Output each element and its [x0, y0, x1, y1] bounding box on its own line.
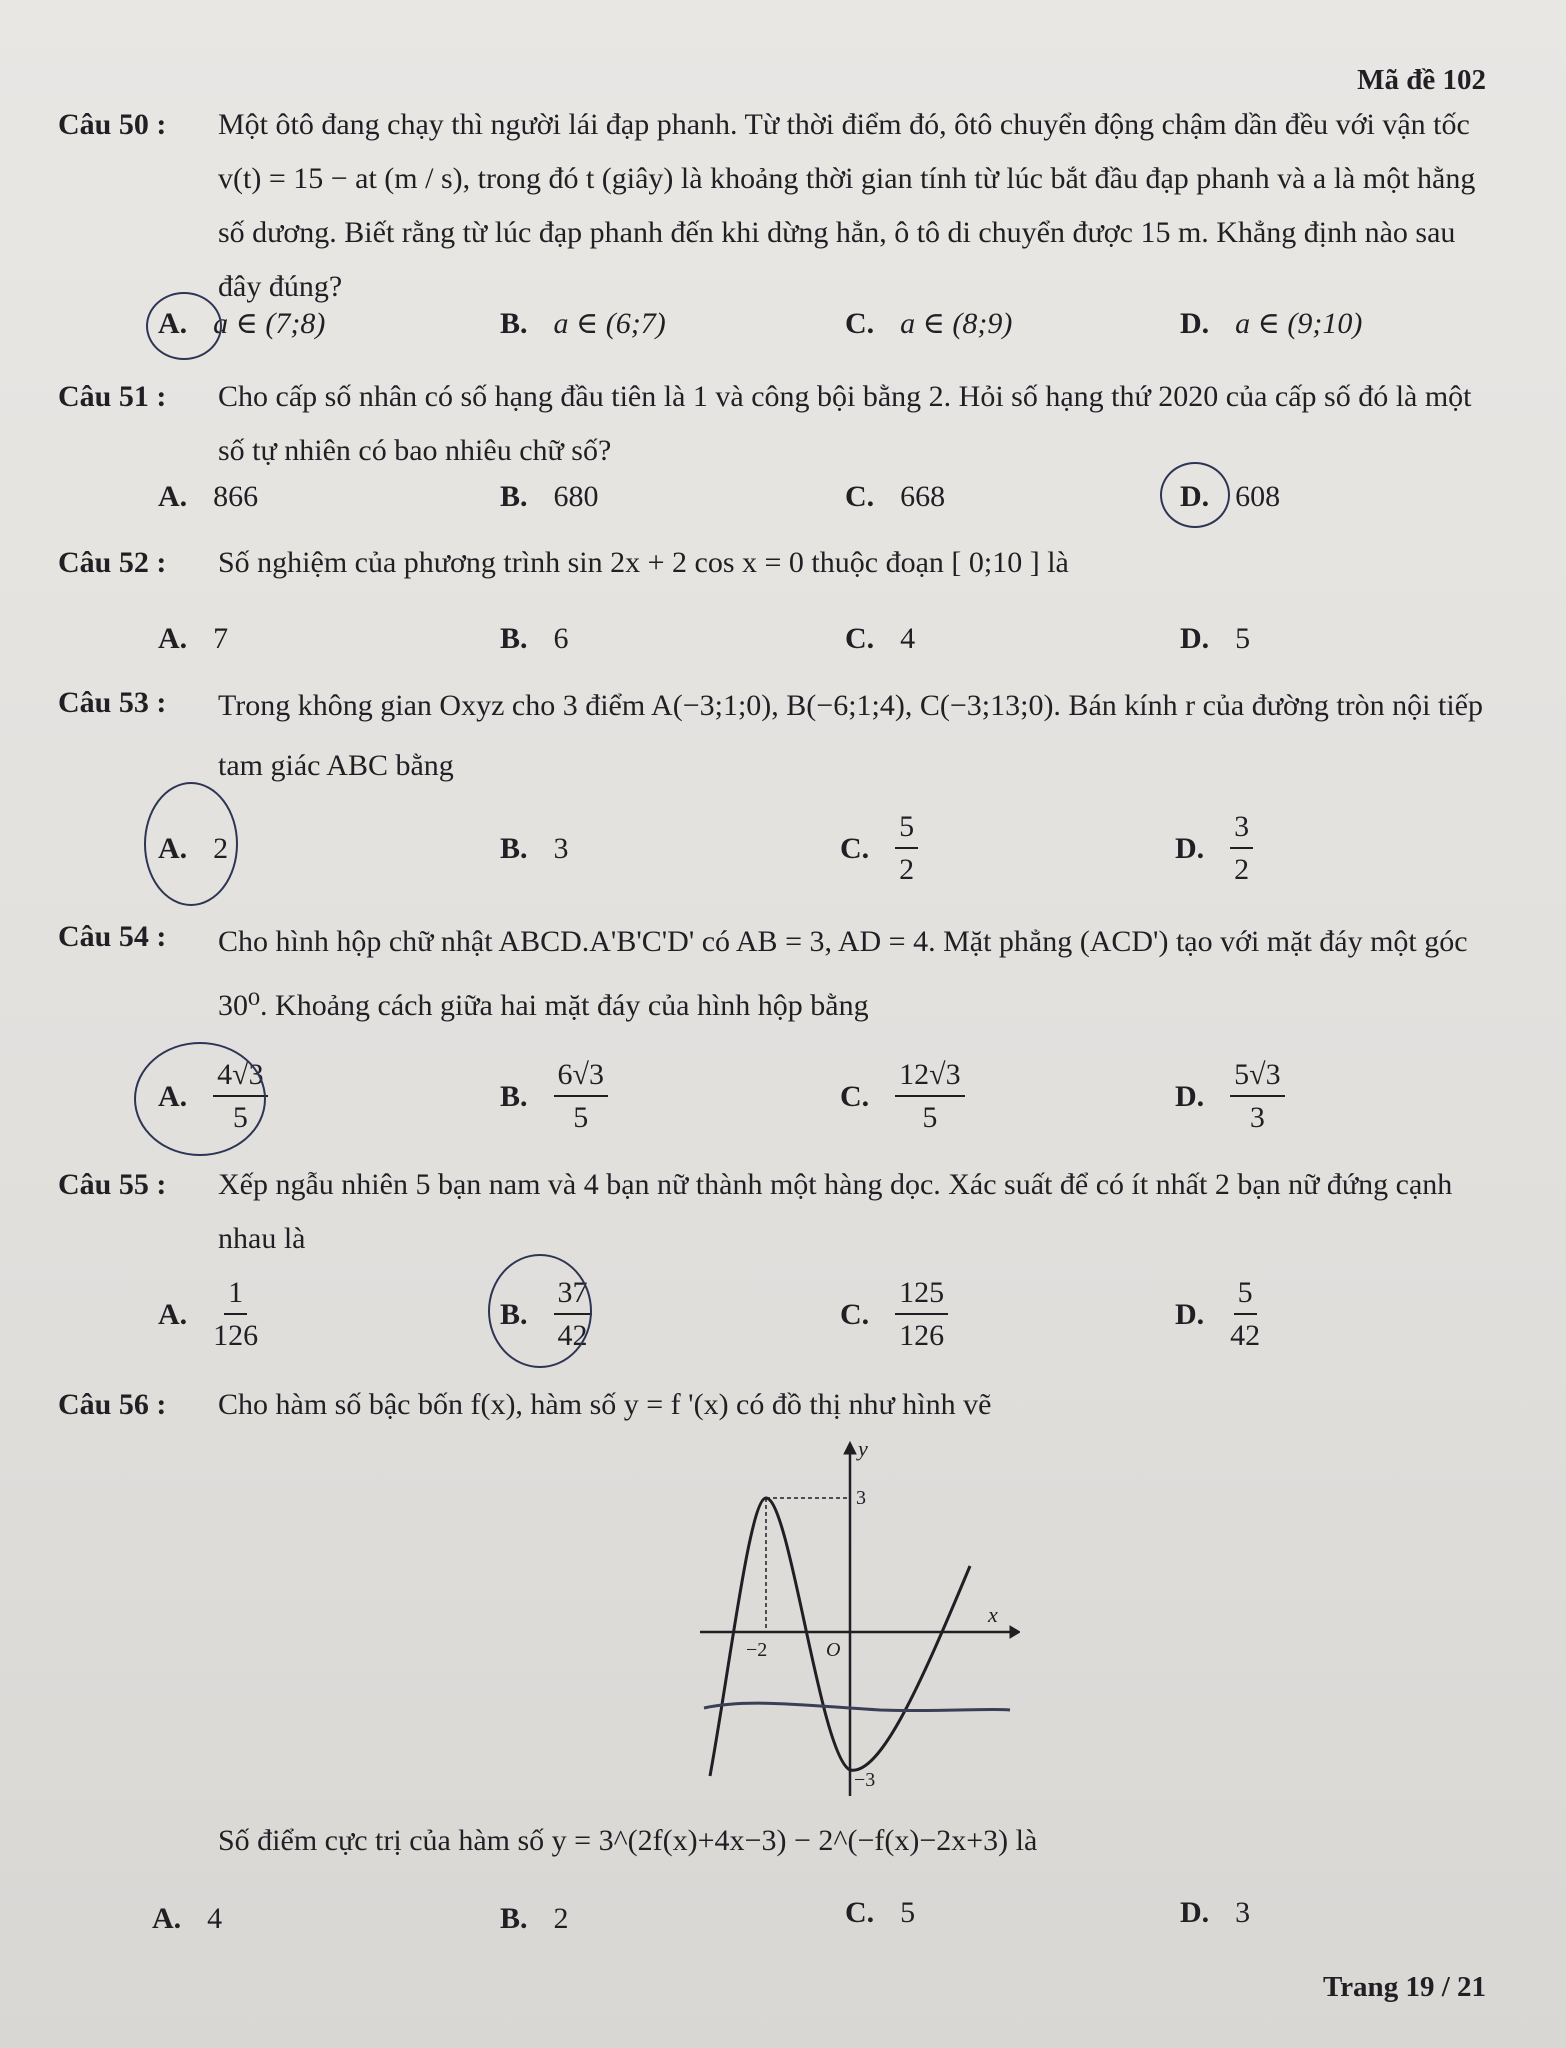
handwritten-circle-mark	[134, 1042, 266, 1156]
question-50	[58, 98, 1486, 314]
question-56	[58, 1378, 1486, 1432]
option-a[interactable]: A. 2	[158, 832, 229, 865]
question-56-text2: Số điểm cực trị của hàm số y = 3^(2f(x)+4x−3) − 2^(−f(x)−2x+3) là	[218, 1824, 1038, 1857]
option-c[interactable]: C. 4	[845, 622, 916, 655]
option-d[interactable]: D. 608	[1180, 480, 1281, 513]
question-51	[58, 370, 1486, 478]
question-label: Câu 54 :	[58, 920, 167, 953]
fraction: $\frac{5}{42}$	[1230, 1276, 1261, 1352]
fraction: $\frac{5}{2}$	[895, 810, 918, 887]
question-text: Cho hàm số bậc bốn f(x), hàm số y = f '(x) có đồ thị như hình vẽ	[218, 1388, 992, 1421]
option-d[interactable]: D. $\frac{5√3}{3}$	[1175, 1058, 1285, 1135]
question-label: Câu 53 :	[58, 686, 167, 719]
x-axis-label: x	[988, 1602, 998, 1627]
question-53	[58, 676, 1486, 796]
option-d[interactable]: D. 5	[1180, 622, 1251, 655]
tick-label-3: 3	[856, 1487, 866, 1509]
fraction: $\frac{6√3}{5}$	[554, 1058, 608, 1135]
option-a[interactable]: A. $\frac{4√3}{5}$	[158, 1058, 268, 1135]
option-c[interactable]: C. $\frac{5}{2}$	[840, 810, 918, 887]
option-b[interactable]: B. $\frac{6√3}{5}$	[500, 1058, 608, 1135]
exam-code: Mã đề 102	[1357, 64, 1486, 96]
tick-label-minus-3: −3	[854, 1769, 876, 1791]
option-a[interactable]: A. 866	[158, 480, 259, 513]
option-b[interactable]: B. 6	[500, 622, 569, 655]
question-54	[58, 910, 1486, 1038]
fraction: $\frac{125}{126}$	[895, 1276, 948, 1353]
question-text: Xếp ngẫu nhiên 5 bạn nam và 4 bạn nữ thành một hàng dọc. Xác suất để có ít nhất 2 bạn nữ đứng cạnh nhau là	[218, 1168, 1453, 1255]
y-axis-arrow	[844, 1442, 856, 1454]
question-text: Trong không gian Oxyz cho 3 điểm A(−3;1;0), B(−6;1;4), C(−3;13;0). Bán kính r của đường tròn nội tiếp tam giác ABC bằng	[218, 689, 1483, 782]
option-a[interactable]: A. 7	[158, 622, 229, 655]
question-text: Cho hình hộp chữ nhật ABCD.A'B'C'D' có AB = 3, AD = 4. Mặt phẳng (ACD') tạo với mặt đáy một góc 30⁰. Khoảng cách giữa hai mặt đáy của hình hộp bằng	[218, 925, 1468, 1022]
option-c[interactable]: C. a ∈ (8;9)	[845, 306, 1013, 340]
tick-label-minus-2: −2	[746, 1639, 768, 1661]
handwritten-line	[704, 1703, 1010, 1710]
question-text: Cho cấp số nhân có số hạng đầu tiên là 1 và công bội bằng 2. Hỏi số hạng thứ 2020 của cấp số đó là một số tự nhiên có bao nhiêu chữ số?	[218, 380, 1472, 467]
handwritten-circle-mark	[144, 782, 238, 906]
option-d[interactable]: D. $\frac{3}{2}$	[1175, 810, 1253, 887]
option-d[interactable]: D. a ∈ (9;10)	[1180, 306, 1363, 340]
question-label: Câu 52 :	[58, 546, 167, 579]
handwritten-circle-mark	[1160, 462, 1230, 528]
derivative-graph	[690, 1436, 1020, 1802]
fraction: $\frac{5√3}{3}$	[1230, 1058, 1284, 1135]
question-label: Câu 55 :	[58, 1168, 167, 1201]
fraction: $\frac{12√3}{5}$	[895, 1058, 964, 1135]
question-55	[58, 1158, 1486, 1266]
option-c[interactable]: C. $\frac{12√3}{5}$	[840, 1058, 965, 1135]
option-b[interactable]: B. 2	[500, 1902, 569, 1935]
origin-label: O	[826, 1639, 841, 1661]
fraction: $\frac{37}{42}$	[554, 1276, 592, 1353]
option-c[interactable]: C. 668	[845, 480, 946, 513]
option-c[interactable]: C. 5	[845, 1896, 916, 1929]
option-a[interactable]: A. $\frac{1}{126}$	[158, 1276, 259, 1352]
fraction: $\frac{1}{126}$	[213, 1276, 259, 1352]
question-52	[58, 536, 1486, 590]
option-b[interactable]: B. 3	[500, 832, 569, 865]
option-b[interactable]: B. a ∈ (6;7)	[500, 306, 666, 340]
option-d[interactable]: D. $\frac{5}{42}$	[1175, 1276, 1261, 1352]
page-number: Trang 19 / 21	[1323, 1971, 1486, 2003]
curve-f-prime	[710, 1498, 970, 1776]
option-a[interactable]: A. a ∈ (7;8)	[158, 306, 326, 340]
option-a[interactable]: A. 4	[152, 1902, 223, 1935]
handwritten-circle-mark	[146, 292, 222, 360]
option-c[interactable]: C. $\frac{125}{126}$	[840, 1276, 948, 1353]
fraction: $\frac{3}{2}$	[1230, 810, 1253, 887]
question-text: Số nghiệm của phương trình sin 2x + 2 cos x = 0 thuộc đoạn [ 0;10 ] là	[218, 546, 1069, 579]
y-axis-label: y	[858, 1436, 868, 1461]
question-label: Câu 51 :	[58, 380, 167, 413]
option-b[interactable]: B. 680	[500, 480, 599, 513]
question-label: Câu 56 :	[58, 1388, 167, 1421]
question-label: Câu 50 :	[58, 108, 167, 141]
question-text: Một ôtô đang chạy thì người lái đạp phanh. Từ thời điểm đó, ôtô chuyển động chậm dần đều với vận tốc v(t) = 15 − at (m / s), trong đó t (giây) là khoảng thời gian tính từ lúc bắt đầu đạp phanh và a là một hằng số dương. Biết rằng từ lúc đạp phanh đến khi dừng hẳn, ô tô di chuyển được 15 m. Khẳng định nào sau đây đúng?	[218, 108, 1476, 303]
option-b[interactable]: B. $\frac{37}{42}$	[500, 1276, 592, 1353]
option-d[interactable]: D. 3	[1180, 1896, 1251, 1929]
handwritten-circle-mark	[488, 1254, 592, 1368]
fraction: $\frac{4√3}{5}$	[213, 1058, 267, 1135]
x-axis-arrow	[1010, 1626, 1020, 1638]
